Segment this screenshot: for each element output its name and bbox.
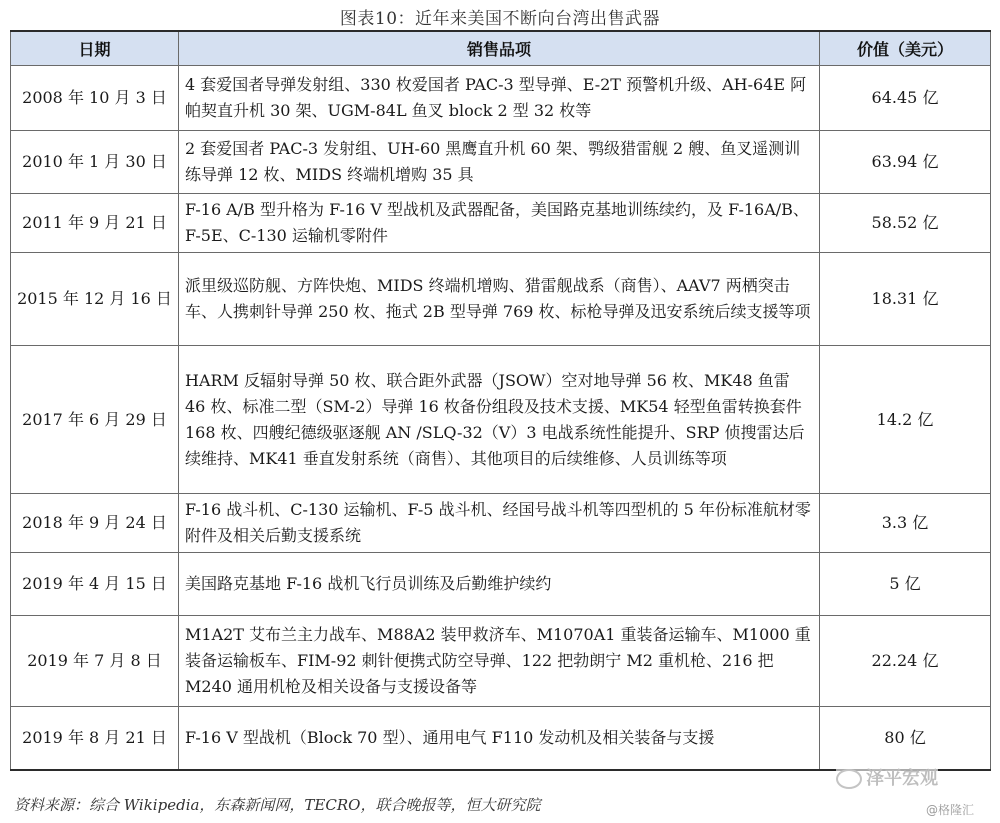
table-row xyxy=(11,494,991,553)
watermark-text: 泽平宏观 xyxy=(866,768,938,789)
row-value: 5 亿 xyxy=(820,553,991,616)
watermark xyxy=(836,764,938,790)
row-date: 2019 年 7 月 8 日 xyxy=(11,616,179,707)
table-header-row xyxy=(11,31,991,66)
arms-sales-table xyxy=(10,30,991,771)
row-value: 18.31 亿 xyxy=(820,253,991,346)
row-value: 3.3 亿 xyxy=(820,494,991,553)
row-value: 22.24 亿 xyxy=(820,616,991,707)
row-item: F-16 V 型战机（Block 70 型）、通用电气 F110 发动机及相关装备与支援 xyxy=(179,707,820,771)
row-date: 2008 年 10 月 3 日 xyxy=(11,66,179,131)
header-date: 日期 xyxy=(11,31,179,66)
row-value: 80 亿 xyxy=(820,707,991,771)
row-date: 2017 年 6 月 29 日 xyxy=(11,346,179,494)
table-row xyxy=(11,194,991,253)
table-row xyxy=(11,131,991,194)
row-item: 2 套爱国者 PAC-3 发射组、UH-60 黑鹰直升机 60 架、鹗级猎雷舰 2 艘、鱼叉遥测训练导弹 12 枚、MIDS 终端机增购 35 具 xyxy=(179,131,820,194)
source-note: 资料来源：综合 Wikipedia，东森新闻网，TECRO，联合晚报等，恒大研究院 xyxy=(14,796,541,814)
table-row xyxy=(11,616,991,707)
wechat-icon xyxy=(836,769,862,789)
watermark-secondary: @格隆汇 xyxy=(926,803,975,817)
row-item: 派里级巡防舰、方阵快炮、MIDS 终端机增购、猎雷舰战系（商售）、AAV7 两栖突击车、人携刺针导弹 250 枚、拖式 2B 型导弹 769 枚、标枪导弹及迅安系统后续支援等项 xyxy=(179,253,820,346)
row-item: HARM 反辐射导弹 50 枚、联合距外武器（JSOW）空对地导弹 56 枚、MK48 鱼雷 46 枚、标准二型（SM-2）导弹 16 枚备份组段及技术支援、MK54 轻型鱼雷转换套件 168 枚、四艘纪德级驱逐舰 AN /SLQ-32（V）3 电战系统性能提升、SRP 侦搜雷达后续维持、MK41 垂直发射系统（商售）、其他项目的后续维修、人员训练等项 xyxy=(179,346,820,494)
table-row xyxy=(11,553,991,616)
arms-sales-table-wrapper xyxy=(10,30,990,771)
row-date: 2018 年 9 月 24 日 xyxy=(11,494,179,553)
table-row xyxy=(11,253,991,346)
row-value: 14.2 亿 xyxy=(820,346,991,494)
table-row xyxy=(11,346,991,494)
header-item: 销售品项 xyxy=(179,31,820,66)
row-item: 美国路克基地 F-16 战机飞行员训练及后勤维护续约 xyxy=(179,553,820,616)
row-date: 2019 年 4 月 15 日 xyxy=(11,553,179,616)
row-item: 4 套爱国者导弹发射组、330 枚爱国者 PAC-3 型导弹、E-2T 预警机升级、AH-64E 阿帕契直升机 30 架、UGM-84L 鱼叉 block 2 型 32 枚等 xyxy=(179,66,820,131)
row-value: 64.45 亿 xyxy=(820,66,991,131)
table-row xyxy=(11,66,991,131)
row-item: F-16 战斗机、C-130 运输机、F-5 战斗机、经国号战斗机等四型机的 5 年份标准航材零附件及相关后勤支援系统 xyxy=(179,494,820,553)
row-date: 2019 年 8 月 21 日 xyxy=(11,707,179,771)
row-item: M1A2T 艾布兰主力战车、M88A2 装甲救济车、M1070A1 重装备运输车、M1000 重装备运输板车、FIM-92 刺针便携式防空导弹、122 把勃朗宁 M2 重机枪、216 把 M240 通用机枪及相关设备与支援设备等 xyxy=(179,616,820,707)
row-value: 63.94 亿 xyxy=(820,131,991,194)
row-date: 2011 年 9 月 21 日 xyxy=(11,194,179,253)
row-date: 2015 年 12 月 16 日 xyxy=(11,253,179,346)
table-row xyxy=(11,707,991,771)
header-value: 价值（美元） xyxy=(820,31,991,66)
row-date: 2010 年 1 月 30 日 xyxy=(11,131,179,194)
figure-title: 图表10：近年来美国不断向台湾出售武器 xyxy=(339,9,661,29)
row-value: 58.52 亿 xyxy=(820,194,991,253)
row-item: F-16 A/B 型升格为 F-16 V 型战机及武器配备，美国路克基地训练续约，及 F-16A/B、F-5E、C-130 运输机零附件 xyxy=(179,194,820,253)
